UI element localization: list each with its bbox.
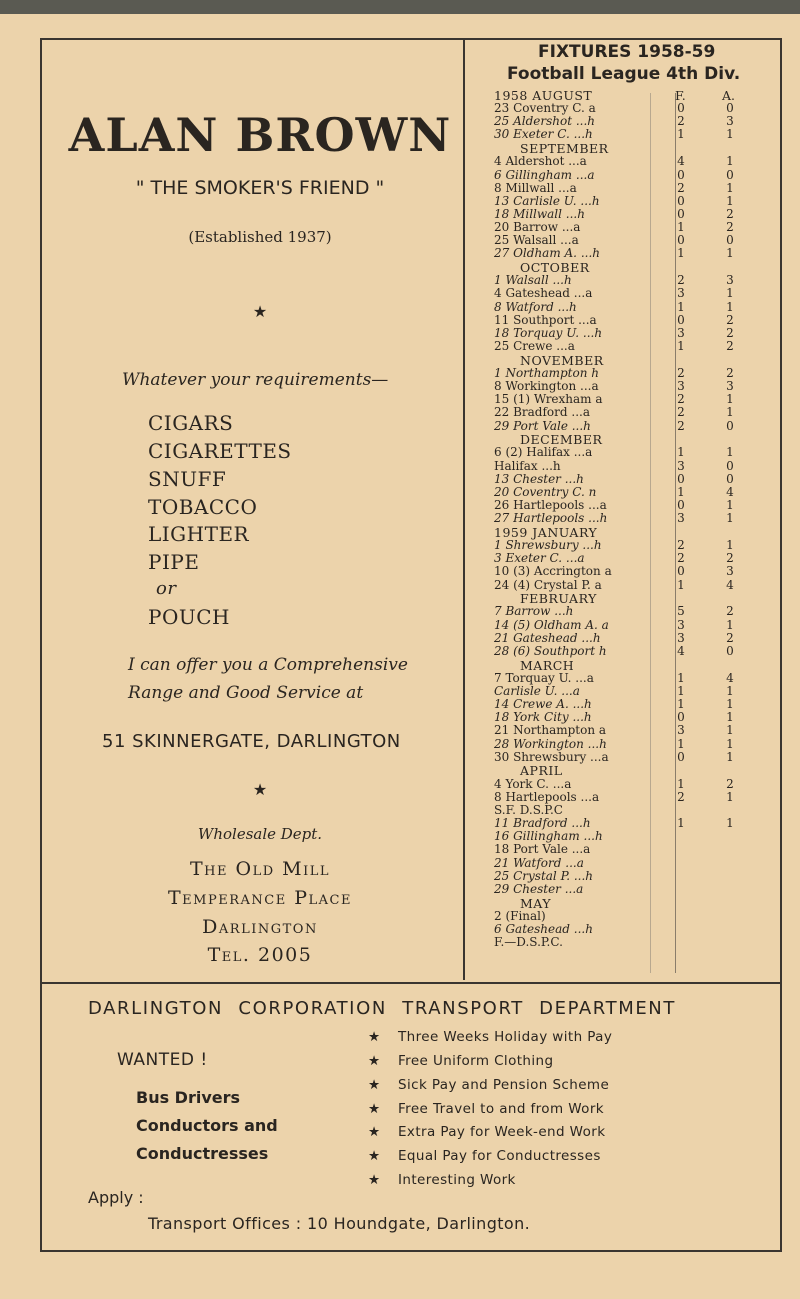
fixture-score-against: 3	[726, 273, 734, 288]
star-icon: ★	[368, 1124, 381, 1140]
fixture-row	[494, 327, 774, 340]
benefit-item	[368, 1029, 612, 1045]
fixture-score-against: 2	[726, 325, 734, 340]
star-icon: ★	[252, 780, 268, 799]
benefit-item	[368, 1101, 604, 1117]
fixture-score-for: 0	[677, 206, 685, 221]
fixture-row	[494, 128, 774, 141]
fixture-text: 15 (1) Wrexham a	[494, 392, 603, 407]
transport-title: DARLINGTON CORPORATION TRANSPORT DEPARTMENT	[88, 998, 676, 1019]
benefit-item	[368, 1148, 601, 1164]
fixtures-title: FIXTURES 1958-59	[538, 42, 716, 62]
fixture-text: 21 Northampton a	[494, 723, 607, 738]
fixture-score-against: 3	[726, 114, 734, 129]
fixture-row	[494, 169, 774, 182]
fixture-score-against: 2	[726, 630, 734, 645]
fixture-score-for: 0	[677, 564, 685, 579]
benefit-item	[368, 1124, 605, 1140]
fixture-score-against: 2	[726, 604, 734, 619]
fixture-text: 21 Watford ...a	[494, 855, 584, 870]
fixture-text: 24 (4) Crystal P. a	[494, 577, 602, 592]
fixture-row	[494, 473, 774, 486]
fixture-score-against: 4	[726, 577, 734, 592]
fixture-text: 25 Walsall ...a	[494, 233, 579, 248]
fixture-row	[494, 420, 774, 433]
fixture-score-for: 0	[677, 101, 685, 116]
fixture-score-against: 1	[726, 697, 734, 712]
fixture-score-for: 2	[677, 180, 685, 195]
fixture-score-against: 1	[726, 127, 734, 142]
mill-line: Darlington	[202, 916, 318, 938]
advert-established: (Established 1937)	[188, 228, 332, 246]
fixture-row	[494, 817, 774, 830]
fixture-text: 1 Northampton h	[494, 365, 599, 380]
fixture-score-for: 2	[677, 273, 685, 288]
fixture-score-against: 4	[726, 670, 734, 685]
fixture-text: 1 Walsall ...h	[494, 273, 572, 288]
fixture-text: Carlisle U. ...a	[494, 683, 580, 698]
mill-phone: Tel. 2005	[207, 944, 313, 966]
product-item: PIPE	[148, 550, 200, 574]
fixture-score-for: 0	[677, 193, 685, 208]
fixture-score-for: 3	[677, 617, 685, 632]
fixture-row	[494, 155, 774, 168]
fixture-month-heading: MARCH	[520, 657, 575, 673]
fixture-row	[494, 115, 774, 128]
fixture-text: 20 Coventry C. n	[494, 484, 597, 499]
fixture-score-against: 2	[726, 776, 734, 791]
fixture-score-for: 2	[677, 392, 685, 407]
advert-intro: Whatever your requirements—	[122, 370, 389, 390]
fixture-score-against: 1	[726, 286, 734, 301]
product-or: or	[156, 578, 177, 599]
fixture-score-for: 1	[677, 246, 685, 261]
fixture-text: 4 Gateshead ...a	[494, 286, 593, 301]
fixture-score-for: 0	[677, 233, 685, 248]
fixture-text: 28 (6) Southport h	[494, 643, 607, 658]
fixture-text: 22 Bradford ...a	[494, 405, 590, 420]
fixture-text: 27 Hartlepools ...h	[494, 511, 608, 526]
fixture-score-for: 3	[677, 458, 685, 473]
fixture-row	[494, 605, 774, 618]
offer-line: Range and Good Service at	[128, 683, 364, 703]
fixture-month-heading: APRIL	[520, 763, 563, 779]
star-icon: ★	[368, 1172, 381, 1188]
fixture-score-for: 3	[677, 511, 685, 526]
fixture-score-against: 0	[726, 167, 734, 182]
fixture-month-heading: NOVEMBER	[520, 352, 604, 368]
fixture-text: 11 Southport ...a	[494, 312, 597, 327]
fixture-score-for: 1	[677, 127, 685, 142]
fixture-score-for: 2	[677, 789, 685, 804]
fixture-row	[494, 367, 774, 380]
fixture-row	[494, 619, 774, 632]
fixture-score-for: 1	[677, 220, 685, 235]
fixture-score-against: 1	[726, 683, 734, 698]
fixture-row	[494, 565, 774, 578]
fixture-text: 29 Port Vale ...h	[494, 418, 591, 433]
fixture-row	[494, 195, 774, 208]
section-divider	[42, 982, 780, 984]
fixture-month-heading: FEBRUARY	[520, 591, 597, 607]
fixture-score-against: 1	[726, 405, 734, 420]
fixture-score-against: 0	[726, 233, 734, 248]
fixture-score-against: 2	[726, 551, 734, 566]
fixture-score-for: 3	[677, 723, 685, 738]
wholesale-label: Wholesale Dept.	[197, 825, 323, 843]
fixture-score-against: 1	[726, 538, 734, 553]
star-icon: ★	[368, 1077, 381, 1093]
fixture-text: 8 Millwall ...a	[494, 180, 577, 195]
fixture-row	[494, 830, 774, 843]
fixture-score-against: 0	[726, 471, 734, 486]
fixture-score-for: 1	[677, 484, 685, 499]
col-a-header: A.	[722, 88, 736, 103]
fixture-row	[494, 711, 774, 724]
fixture-text: 14 Crewe A. ...h	[494, 697, 592, 712]
fixture-row	[494, 923, 774, 936]
fixture-row	[494, 751, 774, 764]
fixture-text: 3 Exeter C. ...a	[494, 551, 585, 566]
fixture-row	[494, 883, 774, 896]
fixture-score-for: 0	[677, 710, 685, 725]
fixture-text: 6 Gillingham ...a	[494, 167, 595, 182]
star-icon: ★	[368, 1148, 381, 1164]
mill-line: Temperance Place	[168, 887, 352, 909]
fixture-row	[494, 645, 774, 658]
fixture-month-heading: 1959 JANUARY	[494, 524, 598, 540]
fixture-row	[494, 234, 774, 247]
role-item: Conductors and	[136, 1116, 278, 1135]
fixture-score-for: 2	[677, 365, 685, 380]
fixture-text: 25 Crewe ...a	[494, 339, 575, 354]
fixture-text: 6 Gateshead ...h	[494, 921, 593, 936]
fixture-score-against: 1	[726, 498, 734, 513]
benefit-text: Equal Pay for Conductresses	[398, 1148, 601, 1164]
fixture-score-for: 1	[677, 683, 685, 698]
fixture-score-for: 0	[677, 471, 685, 486]
fixture-row	[494, 791, 774, 804]
advert-address: 51 SKINNERGATE, DARLINGTON	[102, 731, 401, 752]
fixture-text: 23 Coventry C. a	[494, 101, 596, 116]
role-item: Conductresses	[136, 1144, 269, 1163]
fixture-score-against: 1	[726, 193, 734, 208]
fixture-score-against: 1	[726, 180, 734, 195]
benefit-text: Free Uniform Clothing	[398, 1053, 554, 1069]
fixture-month-heading: MAY	[520, 895, 552, 911]
star-icon: ★	[368, 1101, 381, 1117]
fixture-text: 8 Workington ...a	[494, 379, 599, 394]
fixture-month-heading: 1958 AUGUST	[494, 88, 593, 103]
fixture-row	[494, 380, 774, 393]
fixture-month-heading: OCTOBER	[520, 260, 590, 276]
fixture-score-against: 1	[726, 789, 734, 804]
fixture-score-against: 2	[726, 220, 734, 235]
fixture-text: 18 Millwall ...h	[494, 206, 585, 221]
benefit-text: Sick Pay and Pension Scheme	[398, 1077, 610, 1093]
fixture-text: 4 Aldershot ...a	[494, 154, 587, 169]
fixture-row	[494, 486, 774, 499]
fixture-row	[494, 672, 774, 685]
fixture-score-against: 2	[726, 339, 734, 354]
fixture-row	[494, 698, 774, 711]
fixture-score-against: 2	[726, 206, 734, 221]
fixture-month-heading: DECEMBER	[520, 432, 603, 448]
fixture-score-for: 4	[677, 154, 685, 169]
fixture-row	[494, 778, 774, 791]
offer-line: I can offer you a Comprehensive	[128, 655, 408, 675]
fixture-score-for: 3	[677, 286, 685, 301]
benefit-text: Three Weeks Holiday with Pay	[398, 1029, 613, 1045]
fixture-score-for: 1	[677, 697, 685, 712]
fixture-text: 11 Bradford ...h	[494, 816, 591, 831]
fixture-score-for: 2	[677, 418, 685, 433]
fixture-score-for: 0	[677, 749, 685, 764]
fixture-row	[494, 460, 774, 473]
fixture-score-for: 4	[677, 643, 685, 658]
fixture-score-against: 4	[726, 484, 734, 499]
fixture-score-for: 0	[677, 312, 685, 327]
fixture-score-against: 2	[726, 365, 734, 380]
fixture-score-against: 1	[726, 749, 734, 764]
fixture-text: 18 Torquay U. ...h	[494, 325, 603, 340]
fixture-score-against: 3	[726, 564, 734, 579]
fixture-score-for: 2	[677, 551, 685, 566]
fixture-score-for: 1	[677, 816, 685, 831]
fixture-row	[494, 406, 774, 419]
fixture-score-against: 0	[726, 643, 734, 658]
fixture-text: 1 Shrewsbury ...h	[494, 538, 602, 553]
fixture-score-for: 1	[677, 736, 685, 751]
top-edge	[0, 0, 800, 14]
fixture-text: 13 Carlisle U. ...h	[494, 193, 600, 208]
wanted-label: WANTED !	[117, 1050, 208, 1070]
fixture-row	[494, 446, 774, 459]
fixture-text: Halifax ...h	[494, 458, 561, 473]
fixture-score-against: 1	[726, 511, 734, 526]
fixture-text: 16 Gillingham ...h	[494, 829, 603, 844]
fixture-score-for: 5	[677, 604, 685, 619]
fixture-score-for: 1	[677, 299, 685, 314]
fixture-score-against: 1	[726, 736, 734, 751]
product-item: TOBACCO	[148, 495, 258, 519]
fixture-text: 13 Chester ...h	[494, 471, 584, 486]
fixture-row	[494, 539, 774, 552]
fixture-text: 4 York C. ...a	[494, 776, 572, 791]
fixture-month-heading: SEPTEMBER	[520, 141, 609, 157]
fixture-row	[494, 552, 774, 565]
fixture-score-for: 3	[677, 379, 685, 394]
fixture-score-for: 1	[677, 776, 685, 791]
fixture-score-against: 0	[726, 101, 734, 116]
fixture-row	[494, 936, 774, 949]
fixture-text: 6 (2) Halifax ...a	[494, 445, 593, 460]
fixture-row	[494, 857, 774, 870]
fixture-row	[494, 247, 774, 260]
fixture-row	[494, 340, 774, 353]
fixture-text: 25 Aldershot ...h	[494, 114, 596, 129]
benefit-text: Extra Pay for Week-end Work	[398, 1124, 606, 1140]
fixture-score-against: 1	[726, 816, 734, 831]
fixture-row	[494, 512, 774, 525]
fixture-score-against: 0	[726, 458, 734, 473]
fixture-row	[494, 724, 774, 737]
benefit-item	[368, 1172, 516, 1188]
fixture-score-for: 2	[677, 405, 685, 420]
fixture-text: 26 Hartlepools ...a	[494, 498, 607, 513]
fixture-score-for: 0	[677, 167, 685, 182]
fixture-row	[494, 843, 774, 856]
product-item: POUCH	[148, 605, 230, 629]
fixture-row	[494, 910, 774, 923]
fixture-row	[494, 685, 774, 698]
fixture-score-for: 0	[677, 498, 685, 513]
transport-address: Transport Offices : 10 Houndgate, Darlington.	[148, 1214, 531, 1233]
fixture-score-against: 1	[726, 617, 734, 632]
fixtures-subtitle: Football League 4th Div.	[507, 64, 741, 84]
fixture-row	[494, 632, 774, 645]
fixture-score-for: 1	[677, 577, 685, 592]
fixture-text: S.F. D.S.P.C	[494, 802, 563, 817]
fixture-text: 30 Exeter C. ...h	[494, 127, 593, 142]
fixture-score-for: 3	[677, 325, 685, 340]
fixture-score-against: 2	[726, 312, 734, 327]
role-item: Bus Drivers	[136, 1088, 241, 1107]
advert-name: ALAN BROWN	[68, 108, 452, 162]
fixture-row	[494, 579, 774, 592]
fixture-row	[494, 499, 774, 512]
apply-label: Apply :	[88, 1188, 144, 1207]
fixture-row	[494, 287, 774, 300]
star-icon: ★	[368, 1053, 381, 1069]
fixture-row	[494, 221, 774, 234]
fixture-text: 29 Chester ...a	[494, 881, 584, 896]
benefit-text: Interesting Work	[398, 1172, 516, 1188]
fixture-row	[494, 182, 774, 195]
fixture-text: 21 Gateshead ...h	[494, 630, 601, 645]
fixture-score-against: 1	[726, 154, 734, 169]
advert-tagline: " THE SMOKER'S FRIEND "	[135, 177, 385, 199]
benefit-item	[368, 1077, 609, 1093]
star-icon: ★	[252, 302, 268, 321]
fixture-row	[494, 301, 774, 314]
product-item: CIGARETTES	[148, 439, 292, 463]
fixture-row	[494, 208, 774, 221]
fixture-text: 30 Shrewsbury ...a	[494, 749, 609, 764]
fixture-row	[494, 102, 774, 115]
fixture-score-for: 1	[677, 445, 685, 460]
fixture-score-against: 1	[726, 392, 734, 407]
fixture-row	[494, 274, 774, 287]
product-item: CIGARS	[148, 411, 234, 435]
fixture-score-against: 1	[726, 710, 734, 725]
fixture-text: 2 (Final)	[494, 908, 546, 923]
product-item: LIGHTER	[148, 522, 250, 546]
fixture-text: 8 Watford ...h	[494, 299, 577, 314]
fixture-row	[494, 314, 774, 327]
fixture-text: 7 Barrow ...h	[494, 604, 574, 619]
fixture-row	[494, 870, 774, 883]
fixture-text: 7 Torquay U. ...a	[494, 670, 594, 685]
fixture-row	[494, 738, 774, 751]
fixture-score-against: 1	[726, 723, 734, 738]
fixture-row	[494, 393, 774, 406]
col-f-header: F.	[675, 88, 686, 103]
fixture-score-against: 0	[726, 418, 734, 433]
fixture-score-for: 1	[677, 670, 685, 685]
benefit-item	[368, 1053, 553, 1069]
fixture-row	[494, 804, 774, 817]
mill-line: The Old Mill	[189, 858, 331, 880]
fixture-text: 20 Barrow ...a	[494, 220, 581, 235]
fixture-text: 27 Oldham A. ...h	[494, 246, 600, 261]
fixture-text: F.—D.S.P.C.	[494, 935, 563, 949]
fixture-score-for: 2	[677, 114, 685, 129]
star-icon: ★	[368, 1029, 381, 1045]
fixture-text: 18 Port Vale ...a	[494, 842, 591, 857]
fixture-text: 10 (3) Accrington a	[494, 564, 612, 579]
product-item: SNUFF	[148, 467, 227, 491]
fixture-score-against: 3	[726, 379, 734, 394]
fixture-text: 14 (5) Oldham A. a	[494, 617, 609, 632]
fixture-text: 28 Workington ...h	[494, 736, 607, 751]
fixture-score-for: 1	[677, 339, 685, 354]
fixture-text: 18 York City ...h	[494, 710, 592, 725]
benefit-text: Free Travel to and from Work	[398, 1101, 604, 1117]
fixture-score-against: 1	[726, 246, 734, 261]
fixture-text: 25 Crystal P. ...h	[494, 868, 594, 883]
column-divider	[463, 40, 465, 980]
fixture-score-for: 2	[677, 538, 685, 553]
fixture-text: 8 Hartlepools ...a	[494, 789, 600, 804]
fixture-score-against: 1	[726, 299, 734, 314]
fixture-score-for: 3	[677, 630, 685, 645]
fixture-score-against: 1	[726, 445, 734, 460]
